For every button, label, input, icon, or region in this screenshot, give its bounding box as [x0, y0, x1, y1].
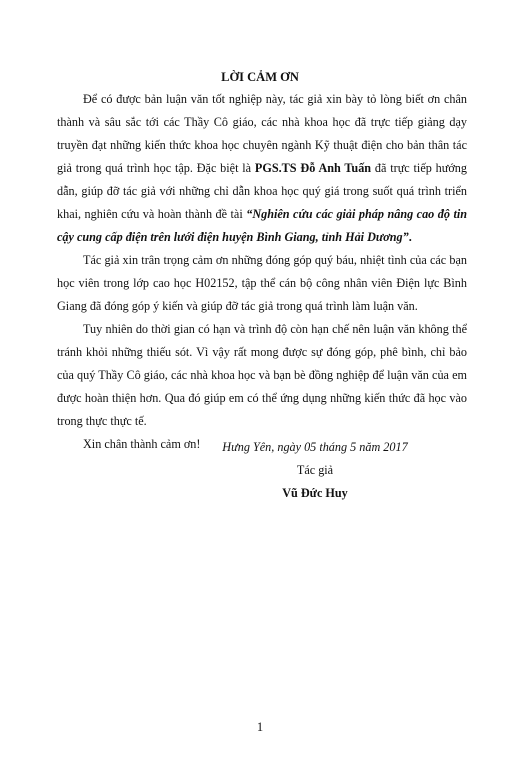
paragraph-2: Tác giả xin trân trọng cảm ơn những đóng góp quý báu, nhiệt tình của các bạn học viên trong lớp cao học H02152, tập thể cán bộ công nhân viên Điện lực Bình Giang đã đóng góp ý kiến và giúp đỡ tác giả trong quá trình làm luận văn.: [57, 253, 467, 313]
acknowledgement-body: [57, 88, 467, 456]
signature-block: [200, 436, 430, 505]
page-number: 1: [256, 720, 264, 734]
thesis-topic: “Nghiên cứu các giải pháp nâng cao độ tin cậy cung cấp điện trên lưới điện huyện Bình Giang, tỉnh Hải Dương”: [57, 207, 468, 244]
paragraph-3: Tuy nhiên do thời gian có hạn và trình độ còn hạn chế nên luận văn không thể tránh khỏi những thiếu sót. Vì vậy rất mong được sự đóng góp, phê bình, chỉ bảo của quý Thầy Cô giáo, các nhà khoa học và bạn bè đồng nghiệp để luận văn của em được hoàn thiện hơn. Qua đó giúp em có thể ứng dụng những kiến thức đã học vào trong thực thực tế.: [57, 322, 467, 428]
paragraph-1-middle: đã trực tiếp hướng dẫn, giúp đỡ tác giả với những chỉ dẫn khoa học quý giá trong suốt quá trình triển khai, nghiên cứu và hoàn thành đề tài: [57, 161, 467, 221]
paragraph-1: [57, 88, 467, 249]
author-role: Tác giả: [296, 463, 334, 477]
advisor-name: PGS.TS Đỗ Anh Tuấn: [254, 161, 372, 175]
place-date: Hưng Yên, ngày 05 tháng 5 năm 2017: [222, 440, 408, 454]
paragraph-1-end: .: [408, 230, 412, 244]
paragraph-4: Xin chân thành cảm ơn!: [83, 437, 201, 451]
page-title: LỜI CẢM ƠN: [221, 70, 299, 84]
paragraph-1-intro: Để có được bản luận văn tốt nghiệp này, tác giả xin bày tỏ lòng biết ơn chân thành và sâu sắc tới các Thầy Cô giáo, các nhà khoa học đã trực tiếp giảng dạy truyền đạt những kiến thức khoa học chuyên ngành Kỹ thuật điện cho bản thân tác giả trong quá trình học tập. Đặc biệt là: [57, 92, 467, 175]
author-name: Vũ Đức Huy: [282, 486, 348, 500]
